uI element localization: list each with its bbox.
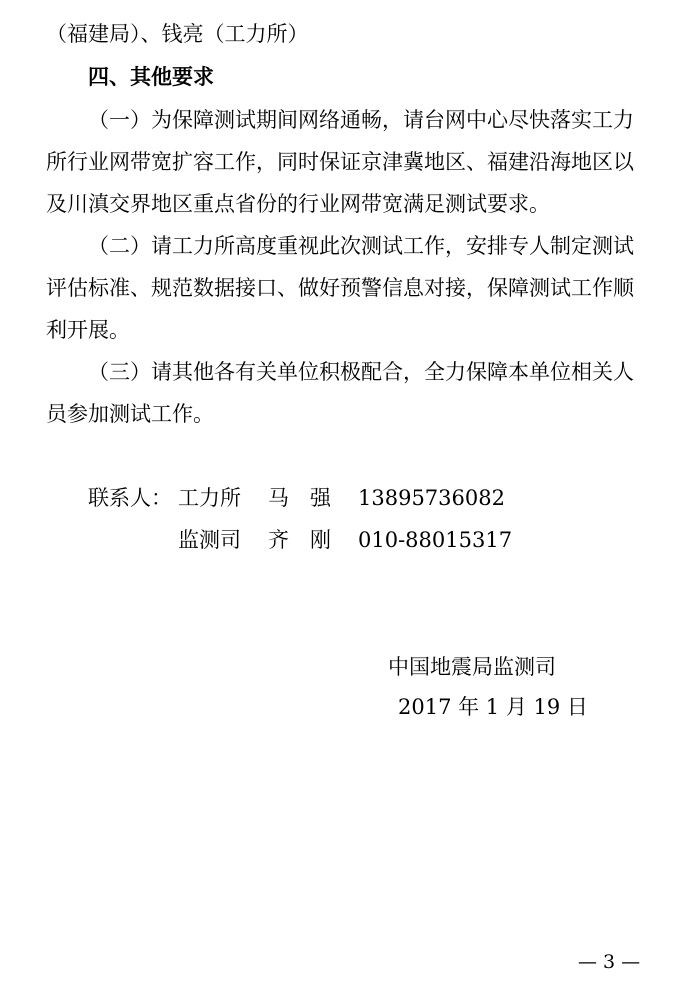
contact-phone: 010-88015317	[358, 528, 513, 552]
page-number: — 3 —	[578, 951, 641, 973]
paragraph-line: （二）请工力所高度重视此次测试工作，安排专人制定测试	[88, 234, 634, 258]
contact-name: 马 强	[268, 486, 331, 510]
contact-name: 齐 刚	[268, 528, 331, 552]
paragraph-line: 评估标准、规范数据接口、做好预警信息对接，保障测试工作顺	[46, 276, 634, 300]
contact-row	[178, 530, 512, 551]
issue-date: 2017 年 1 月 19 日	[398, 695, 588, 719]
section-heading: 四、其他要求	[88, 65, 214, 89]
contact-org: 监测司	[178, 528, 241, 552]
contacts-label: 联系人：	[88, 486, 172, 510]
paragraph-line: 所行业网带宽扩容工作，同时保证京津冀地区、福建沿海地区以	[46, 150, 634, 174]
paragraph-line: 及川滇交界地区重点省份的行业网带宽满足测试要求。	[46, 192, 550, 216]
issuing-organization: 中国地震局监测司	[388, 655, 556, 679]
contact-phone: 13895736082	[358, 486, 505, 510]
paragraph-line: 利开展。	[46, 318, 130, 342]
paragraph-line: 员参加测试工作。	[46, 402, 214, 426]
paragraph-line: （一）为保障测试期间网络通畅，请台网中心尽快落实工力	[88, 108, 634, 132]
contact-row	[178, 488, 505, 509]
continued-line: （福建局）、钱亮（工力所）	[46, 22, 309, 46]
contact-org: 工力所	[178, 486, 241, 510]
paragraph-line: （三）请其他各有关单位积极配合，全力保障本单位相关人	[88, 360, 634, 384]
